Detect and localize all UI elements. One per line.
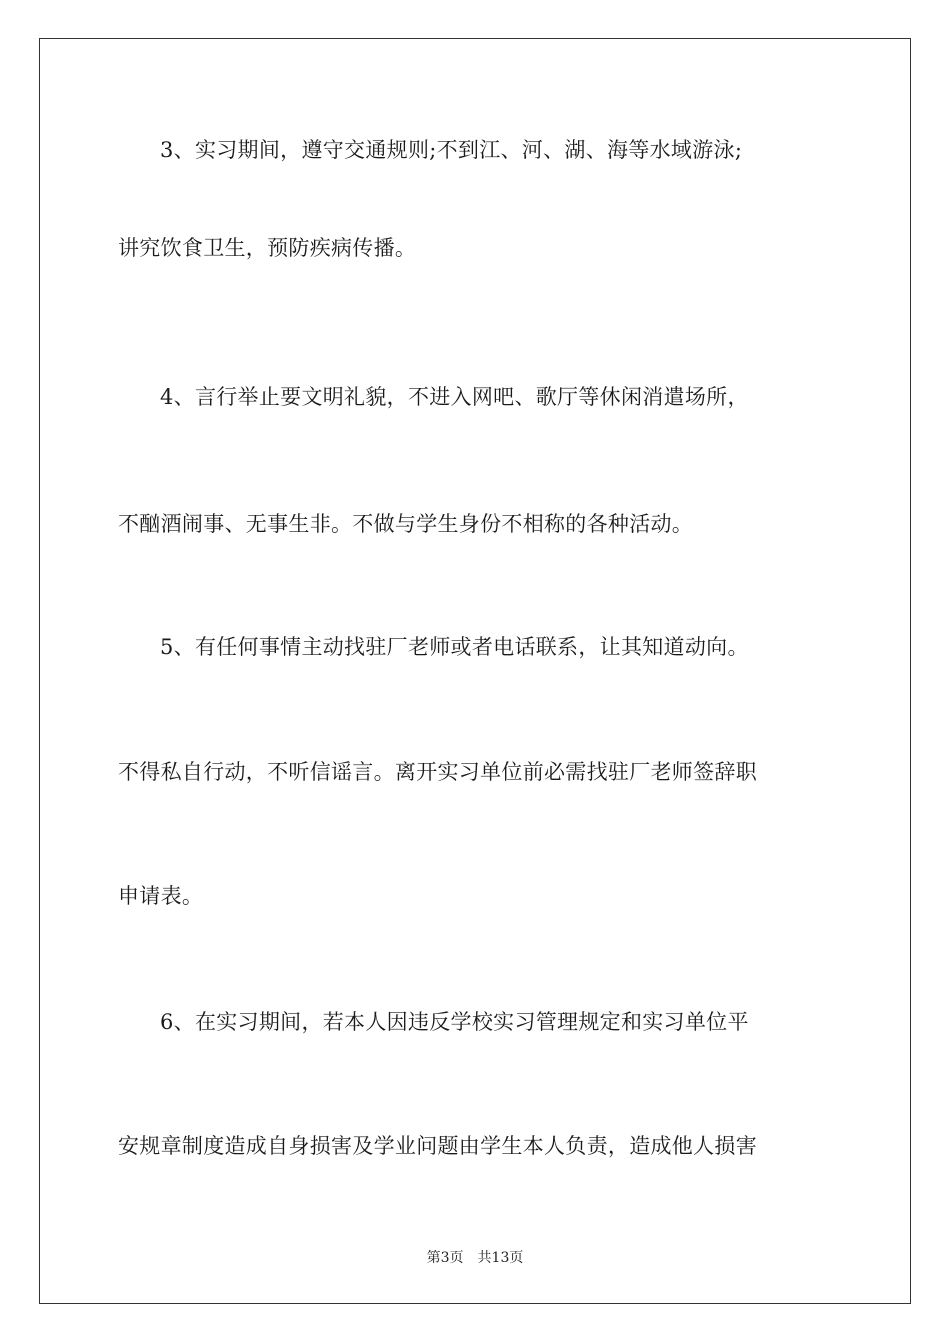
paragraph-5-line-3: 申请表。 [118, 884, 204, 908]
paragraph-3-line-1: 3、实习期间，遵守交通规则;不到江、河、湖、海等水域游泳; [160, 138, 743, 162]
paragraph-5-line-2: 不得私自行动，不听信谣言。离开实习单位前必需找驻厂老师签辞职 [118, 760, 757, 784]
paragraph-6-line-1: 6、在实习期间，若本人因违反学校实习管理规定和实习单位平 [160, 1010, 749, 1034]
paragraph-4-line-2: 不酗酒闹事、无事生非。不做与学生身份不相称的各种活动。 [118, 512, 694, 536]
page-number-footer: 第3页 共13页 [426, 1250, 524, 1266]
paragraph-4-line-1: 4、言行举止要文明礼貌，不进入网吧、歌厅等休闲消遣场所， [160, 385, 749, 409]
paragraph-6-line-2: 安规章制度造成自身损害及学业问题由学生本人负责，造成他人损害 [118, 1134, 757, 1158]
paragraph-3-line-2: 讲究饮食卫生，预防疾病传播。 [118, 236, 417, 260]
page-border [39, 38, 911, 1304]
paragraph-5-line-1: 5、有任何事情主动找驻厂老师或者电话联系，让其知道动向。 [160, 635, 749, 659]
